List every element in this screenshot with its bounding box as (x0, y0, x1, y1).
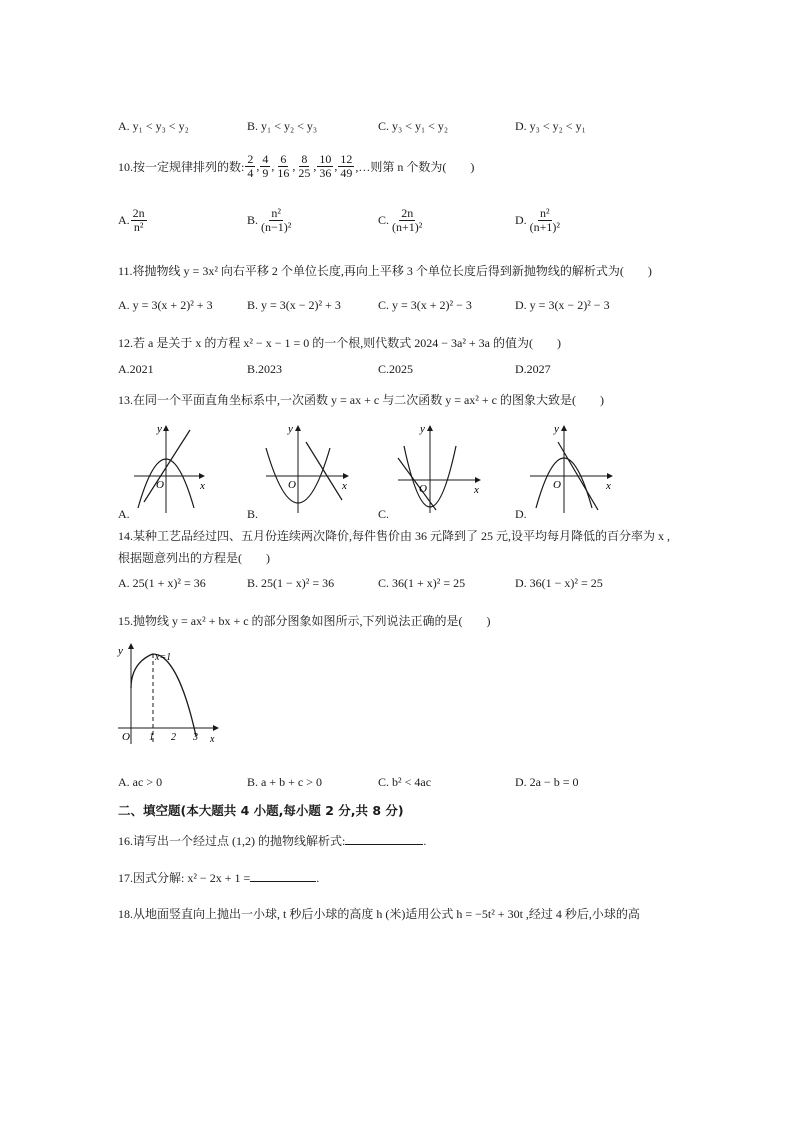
q10-fraction: $\frac{6}{16}$ (277, 152, 290, 180)
q15-graph (114, 640, 224, 748)
section-fill-in-blank-title: 二、填空题(本大题共 4 小题,每小题 2 分,共 8 分) (118, 803, 404, 818)
q10-option-b: B. $\frac{\text{n²}}{\text{(n−1)²}}$ (247, 206, 292, 234)
tick-2: 2 (171, 732, 176, 743)
q10-fraction: $\frac{4}{9}$ (262, 152, 269, 180)
q10-fraction: $\frac{10}{36}$ (319, 152, 332, 180)
parabola (131, 654, 196, 736)
q17-question: 17.因式分解: x² − 2x + 1 = . (118, 871, 320, 885)
q16-answer-blank[interactable] (345, 832, 423, 845)
q16-question: 16.请写出一个经过点 (1,2) 的抛物线解析式: . (118, 834, 427, 848)
q11-option-b: B. y = 3(x − 2)² + 3 (247, 298, 341, 312)
q10-option-d: D. $\frac{\text{n²}}{\text{(n+1)²}}$ (515, 206, 561, 234)
q12-option-b: B.2023 (247, 362, 283, 376)
q14-question-line2: 根据题意列出的方程是( ) (118, 551, 270, 565)
q15-question: 15.抛物线 y = ax² + bx + c 的部分图象如图所示,下列说法正确的是( ) (118, 614, 491, 628)
q12-option-c: C.2025 (378, 362, 414, 376)
q15-option-c: C. b² < 4ac (378, 775, 432, 789)
q14-option-d: D. 36(1 − x)² = 25 (515, 576, 603, 590)
q12-option-d: D.2027 (515, 362, 551, 376)
origin-label: O (122, 731, 130, 743)
q9-option-b: B. y₁ < y₂ < y₃ (247, 119, 318, 133)
q14-option-b: B. 25(1 − x)² = 36 (247, 576, 335, 590)
q12-question: 12.若 a 是关于 x 的方程 x² − x − 1 = 0 的一个根,则代数式 2024 − 3a² + 3a 的值为( ) (118, 336, 562, 350)
q10-fraction: $\frac{8}{25}$ (298, 152, 311, 180)
q18-question: 18.从地面竖直向上抛出一小球, t 秒后小球的高度 h (米)适用公式 h = −5t² + 30t ,经过 4 秒后,小球的高 (118, 907, 640, 921)
q11-option-d: D. y = 3(x − 2)² − 3 (515, 298, 610, 312)
q13-graph-a (116, 418, 216, 518)
q10-fraction: $\frac{2}{4}$ (247, 152, 254, 180)
x-label: x (210, 734, 215, 745)
q13-label-a: A. (118, 507, 130, 521)
y-label: y (118, 645, 123, 657)
q15-option-a: A. ac > 0 (118, 775, 163, 789)
y-label: y (157, 423, 162, 435)
q11-question: 11.将抛物线 y = 3x² 向右平移 2 个单位长度,再向上平移 3 个单位长度后得到新抛物线的解析式为( ) (118, 264, 652, 278)
q14-question-line1: 14.某种工艺品经过四、五月份连续两次降价,每件售价由 36 元降到了 25 元,设平均每月降低的百分率为 x , (118, 529, 671, 543)
q9-option-d: D. y₃ < y₂ < y₁ (515, 119, 586, 133)
sym-label: x=1 (155, 652, 172, 663)
origin-label: O (288, 479, 296, 491)
y-label: y (554, 423, 559, 435)
q10-option-a: A. $\frac{2n}{\text{n²}}$ (118, 206, 145, 234)
q13-question: 13.在同一个平面直角坐标系中,一次函数 y = ax + c 与二次函数 y = ax² + c 的图象大致是( ) (118, 393, 604, 407)
y-label: y (420, 423, 425, 435)
line (306, 442, 342, 500)
tick-3: 3 (193, 732, 198, 743)
q11-option-c: C. y = 3(x + 2)² − 3 (378, 298, 472, 312)
q10-fraction: $\frac{12}{49}$ (340, 152, 353, 180)
q9-option-a: A. y₁ < y₃ < y₂ (118, 119, 189, 133)
x-label: x (342, 480, 347, 492)
x-label: x (200, 480, 205, 492)
q13-label-b: B. (247, 507, 259, 521)
q12-option-a: A.2021 (118, 362, 154, 376)
q13-graph-c (388, 418, 488, 518)
x-label: x (474, 484, 479, 496)
origin-label: O (419, 483, 427, 495)
x-label: x (606, 480, 611, 492)
tick-1: 1 (149, 732, 154, 743)
q14-option-a: A. 25(1 + x)² = 36 (118, 576, 206, 590)
q11-option-a: A. y = 3(x + 2)² + 3 (118, 298, 213, 312)
q15-option-d: D. 2a − b = 0 (515, 775, 579, 789)
q9-option-c: C. y₃ < y₁ < y₂ (378, 119, 449, 133)
q10-question: 10.按一定规律排列的数: $\frac{2}{4}$ , $\frac{4}{9}$ , $\frac{6}{16}$ , $\frac{8}{25}$ , $\frac{10}{36}$ , $\frac{12}{49}$ ,…则第 n 个数为( ) (118, 152, 475, 180)
q13-label-c: C. (378, 507, 390, 521)
y-label: y (288, 423, 293, 435)
q13-graph-b (256, 418, 356, 518)
q17-answer-blank[interactable] (250, 869, 316, 882)
q10-option-c: C. $\frac{2n}{\text{(n+1)²}}$ (378, 206, 423, 234)
q14-option-c: C. 36(1 + x)² = 25 (378, 576, 466, 590)
origin-label: O (553, 479, 561, 491)
q13-graph-d (520, 418, 620, 518)
q15-option-b: B. a + b + c > 0 (247, 775, 322, 789)
line (144, 430, 190, 502)
q13-label-d: D. (515, 507, 527, 521)
origin-label: O (156, 479, 164, 491)
